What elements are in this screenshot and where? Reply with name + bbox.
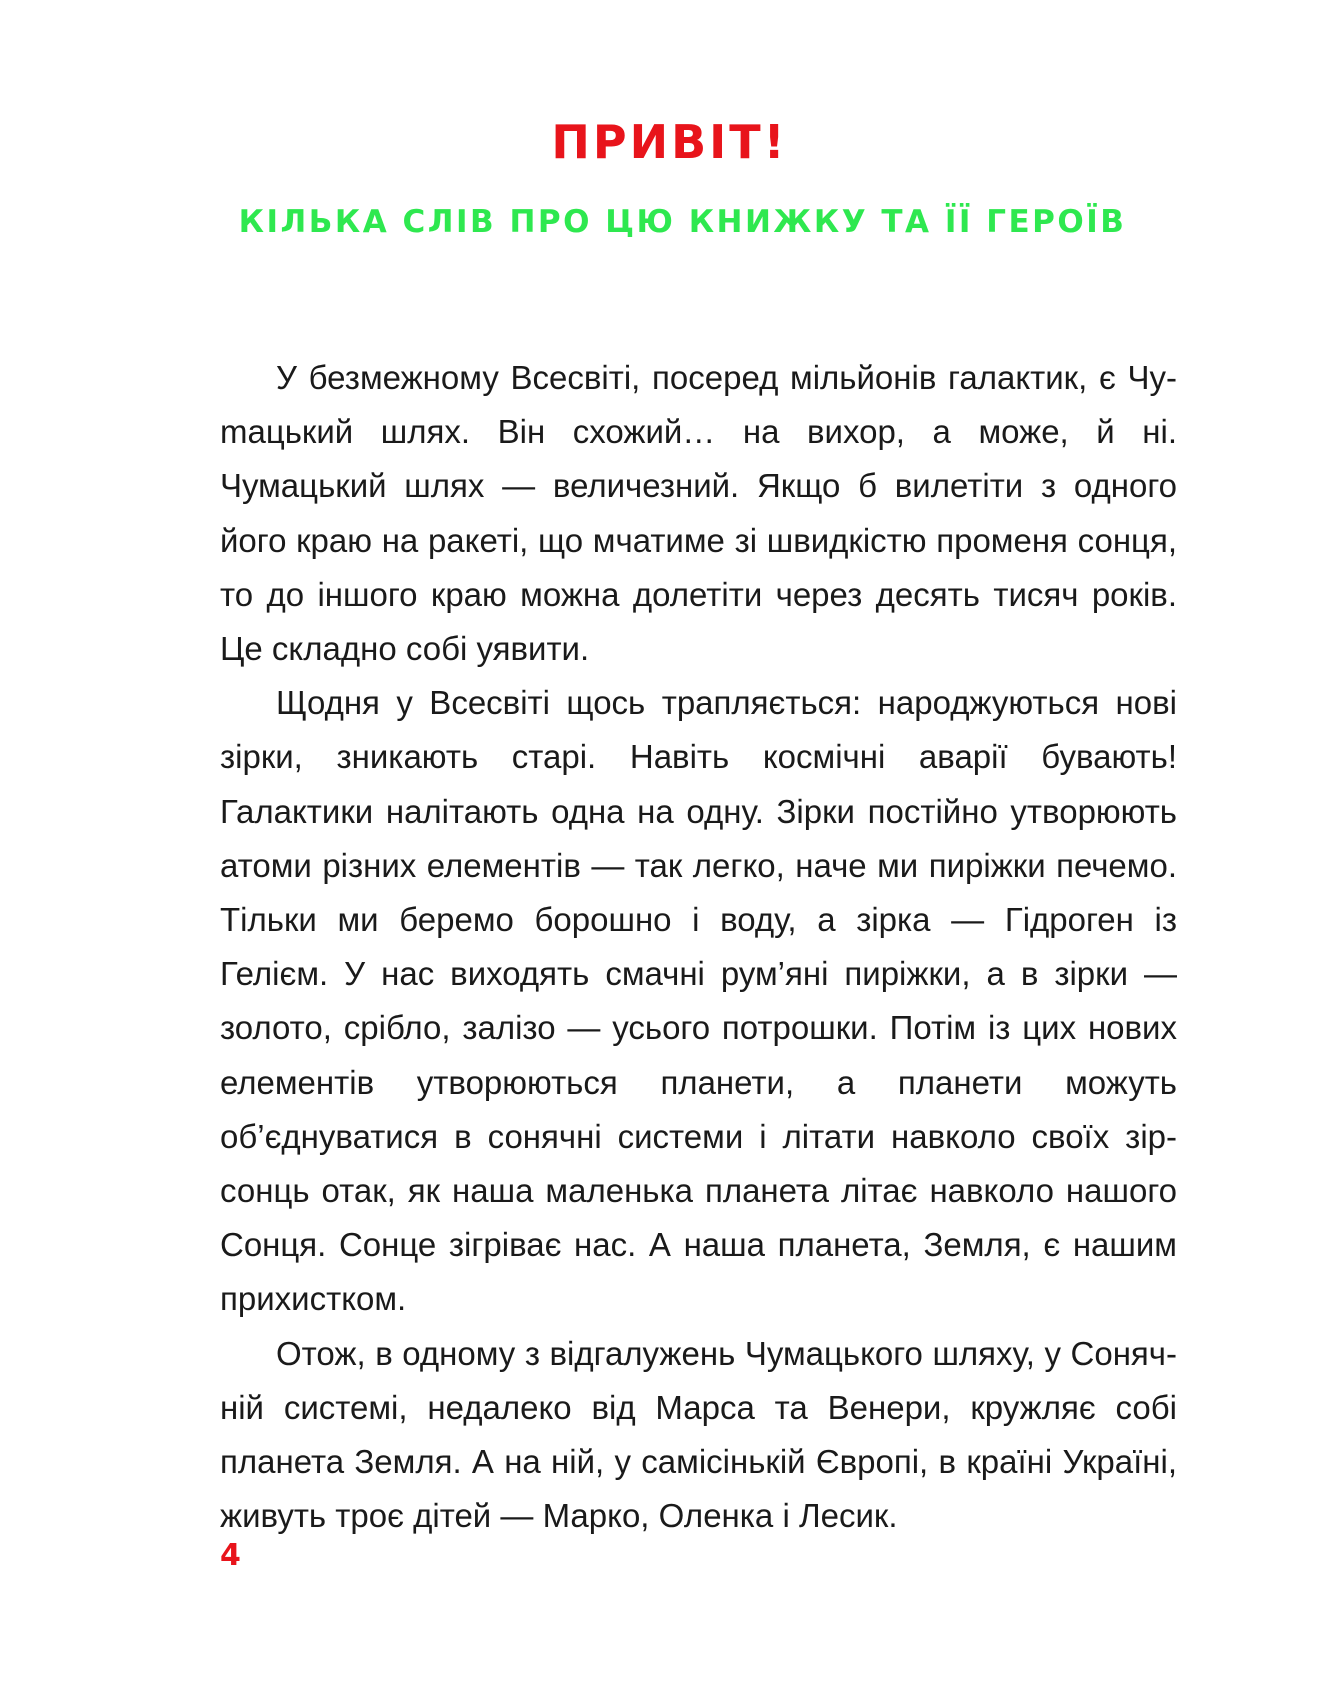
page-title: ПРИВІТ! (551, 115, 788, 169)
paragraph-1: У безмежному Всесвіті, посеред мільйонів галактик, є Чуmацький шлях. Він схожий… на вихор, а може, й ні. Чумацький шлях — величезний. Якщо б вилетіти з одного його краю на ракеті, що мчатиме зі швидкістю променя сонця, то до іншого краю можна долетіти через десять тисяч років. Це складно собі уявити. (220, 359, 1177, 668)
paragraph-2: Щодня у Всесвіті щось трапляється: народжуються нові зірки, зникають старі. Навіть космічні аварії бувають! Галактики налітають одна на одну. Зірки постійно утворюють атоми різних елементів — так легко, наче ми пиріжки печемо. Тільки ми беремо борошно і воду, а зірка — Гідроген із Гелієм. У нас виходять смачні рум’яні пиріжки, а в зірки — золото, срібло, залізо — усього потрошки. Потім із цих нових елементів утворюються планети, а планети можуть об’єднуватися в сонячні системи і літати навколо своїх зір-сонць отак, як наша маленька планета літає навколо нашого Сонця. Сонце зігріває нас. А наша планета, Земля, є нашим прихистком. (220, 684, 1177, 1318)
page-number: 4 (220, 1538, 241, 1573)
body-text (220, 351, 1177, 1543)
page-subtitle: КІЛЬКА СЛІВ ПРО ЦЮ КНИЖКУ ТА ЇЇ ГЕРОЇВ (238, 204, 1127, 240)
paragraph-3: Отож, в одному з відгалужень Чумацького шляху, у Сонячній системі, недалеко від Марса та Венери, кружляє собі планета Земля. А на ній, у самісінькій Європі, в країні Україні, живуть троє дітей — Марко, Оленка і Лесик. (220, 1334, 1177, 1535)
